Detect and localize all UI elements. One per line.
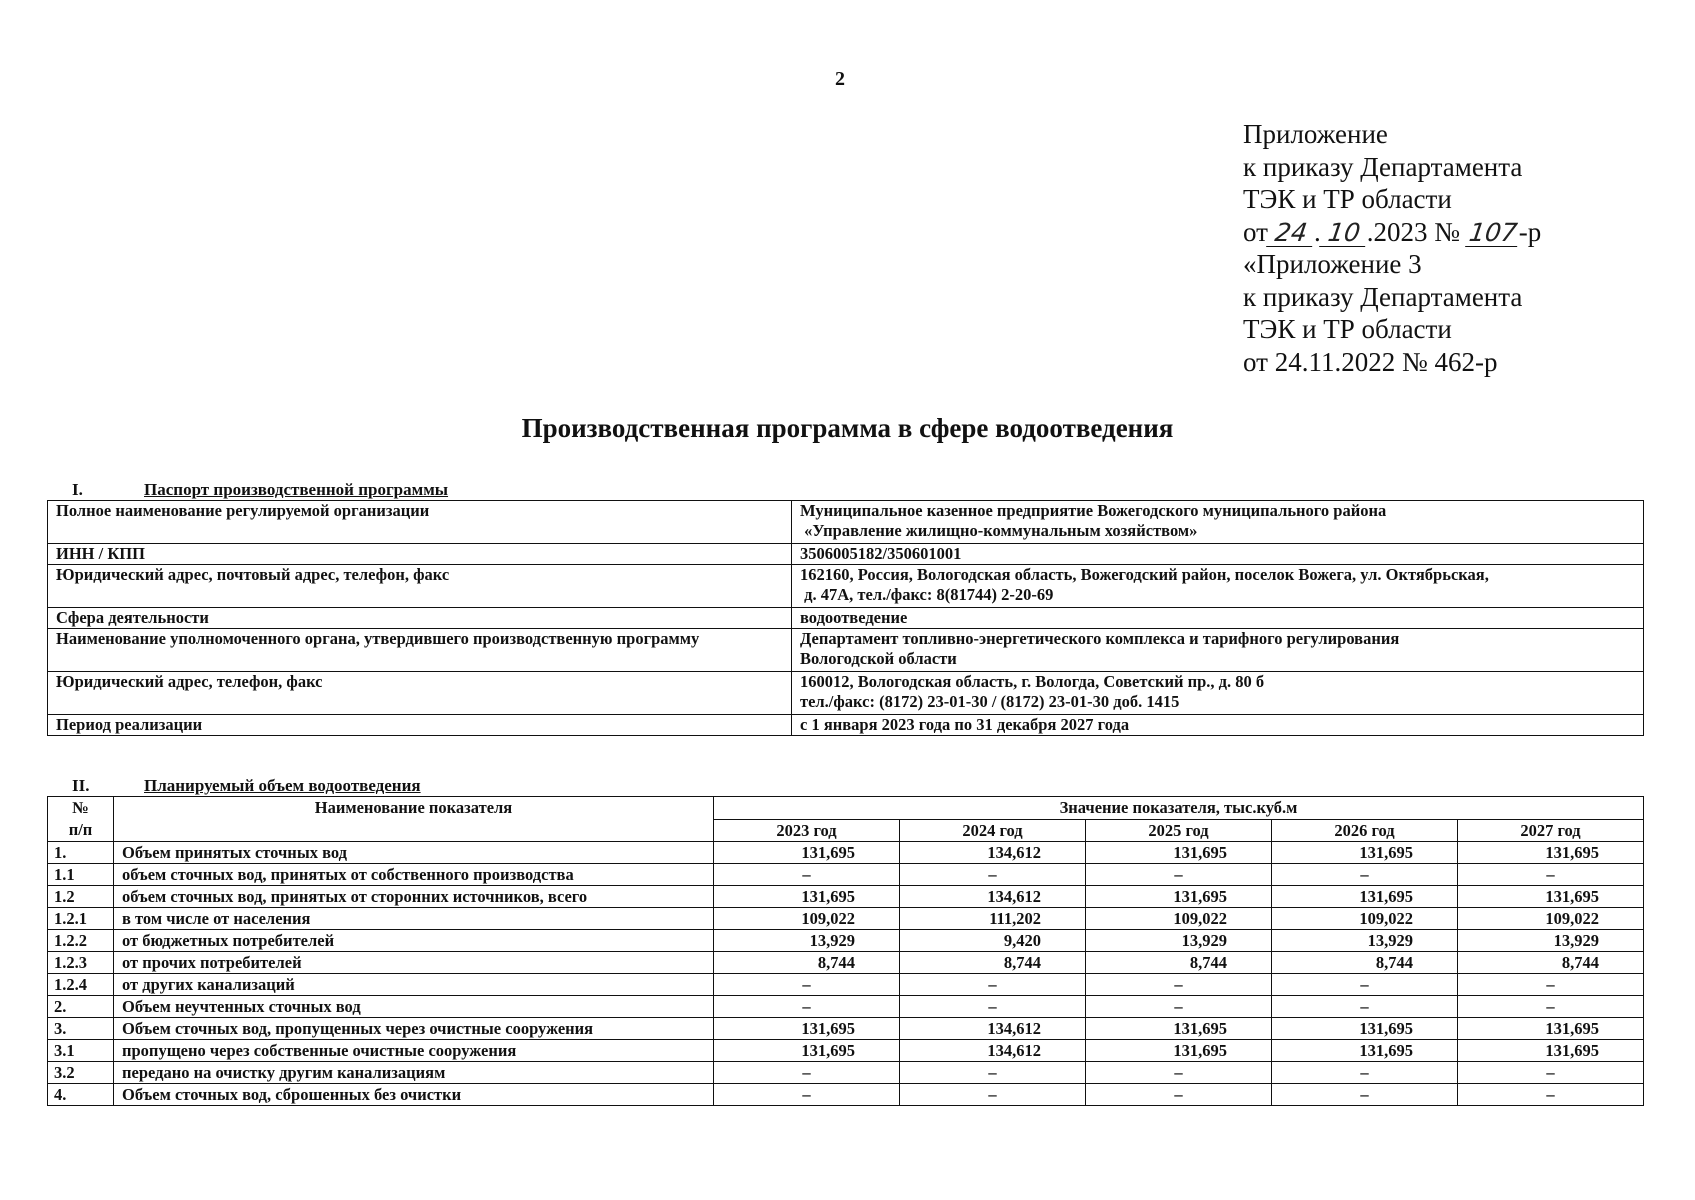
- passport-value: [792, 501, 1644, 544]
- row-value: 131,695: [1458, 1040, 1644, 1062]
- table-row: [48, 864, 1644, 886]
- passport-label: ИНН / КПП: [48, 544, 792, 565]
- row-name: Объем сточных вод, сброшенных без очистки: [114, 1084, 714, 1106]
- row-value: 13,929: [1458, 930, 1644, 952]
- row-value: 131,695: [1086, 842, 1272, 864]
- passport-label: Сфера деятельности: [48, 608, 792, 629]
- passport-row: [48, 608, 1644, 629]
- passport-value: [792, 608, 1644, 629]
- row-value: 8,744: [714, 952, 900, 974]
- passport-value-line: Департамент топливно-энергетического комплекса и тарифного регулирования: [800, 629, 1400, 648]
- col-name-header: Наименование показателя: [114, 797, 714, 842]
- passport-row: [48, 501, 1644, 544]
- row-value: –: [1086, 864, 1272, 886]
- passport-value-line: 3506005182/350601001: [800, 544, 962, 563]
- passport-label: Юридический адрес, почтовый адрес, телефон, факс: [48, 565, 792, 608]
- row-name: пропущено через собственные очистные сооружения: [114, 1040, 714, 1062]
- row-number: 3.1: [48, 1040, 114, 1062]
- row-value: 134,612: [900, 842, 1086, 864]
- passport-value: [792, 544, 1644, 565]
- passport-value-line: д. 47А, тел./факс: 8(81744) 2-20-69: [800, 585, 1054, 604]
- row-value: 9,420: [900, 930, 1086, 952]
- passport-label: Юридический адрес, телефон, факс: [48, 672, 792, 715]
- passport-value-line: с 1 января 2023 года по 31 декабря 2027 года: [800, 715, 1130, 734]
- row-value: 131,695: [1458, 886, 1644, 908]
- table-row: [48, 1062, 1644, 1084]
- row-number: 1.2: [48, 886, 114, 908]
- row-value: 109,022: [1086, 908, 1272, 930]
- row-number: 1.2.4: [48, 974, 114, 996]
- row-value: 8,744: [900, 952, 1086, 974]
- row-number: 3.: [48, 1018, 114, 1040]
- passport-value: [792, 715, 1644, 736]
- appendix-line: к приказу Департамента: [1243, 151, 1523, 182]
- table-row: [48, 952, 1644, 974]
- passport-row: [48, 715, 1644, 736]
- row-name: Объем принятых сточных вод: [114, 842, 714, 864]
- row-value: 131,695: [1272, 1018, 1458, 1040]
- table-row: [48, 842, 1644, 864]
- row-value: 134,612: [900, 886, 1086, 908]
- header-text: п/п: [68, 820, 93, 839]
- passport-value-line: 162160, Россия, Вологодская область, Вожегодский район, поселок Вожега, ул. Октябрьская,: [800, 565, 1489, 584]
- row-value: –: [1086, 996, 1272, 1018]
- passport-label: Полное наименование регулируемой организации: [48, 501, 792, 544]
- section-1-heading: [72, 481, 448, 499]
- page-number: 2: [835, 68, 845, 90]
- col-number-header: [48, 797, 114, 842]
- row-value: –: [1458, 974, 1644, 996]
- row-value: –: [900, 974, 1086, 996]
- row-number: 2.: [48, 996, 114, 1018]
- passport-table: [47, 500, 1644, 736]
- row-number: 3.2: [48, 1062, 114, 1084]
- row-value: –: [1086, 1084, 1272, 1106]
- row-value: –: [900, 1084, 1086, 1106]
- row-name: передано на очистку другим канализациям: [114, 1062, 714, 1084]
- table-row: [48, 996, 1644, 1018]
- row-value: –: [1086, 1062, 1272, 1084]
- handwritten-month: 10: [1319, 220, 1369, 247]
- row-value: 131,695: [714, 1018, 900, 1040]
- row-value: 131,695: [714, 1040, 900, 1062]
- appendix-line: ТЭК и ТР области: [1243, 314, 1452, 344]
- section-title: Планируемый объем водоотведения: [144, 776, 421, 795]
- year-header: 2025 год: [1086, 819, 1272, 842]
- row-value: –: [900, 1062, 1086, 1084]
- section-number: I.: [72, 480, 83, 499]
- row-value: 131,695: [714, 842, 900, 864]
- section-2-heading: [72, 777, 421, 795]
- row-value: –: [1458, 864, 1644, 886]
- table-row: [48, 1084, 1644, 1106]
- row-value: 134,612: [900, 1018, 1086, 1040]
- row-number: 1.2.3: [48, 952, 114, 974]
- row-value: 109,022: [1458, 908, 1644, 930]
- volume-table: [47, 796, 1644, 1106]
- row-number: 1.1: [48, 864, 114, 886]
- row-value: –: [1458, 996, 1644, 1018]
- table-row: [48, 1040, 1644, 1062]
- row-value: 131,695: [1458, 1018, 1644, 1040]
- row-value: –: [1458, 1084, 1644, 1106]
- passport-value: [792, 672, 1644, 715]
- handwritten-day: 24: [1266, 220, 1316, 247]
- passport-value-line: Вологодской области: [800, 649, 957, 668]
- handwritten-number: 107: [1465, 220, 1521, 247]
- row-value: –: [1272, 996, 1458, 1018]
- table-row: [48, 930, 1644, 952]
- passport-value-line: тел./факс: (8172) 23-01-30 / (8172) 23-01-30 доб. 1415: [800, 692, 1180, 711]
- section-title: Паспорт производственной программы: [144, 480, 449, 499]
- row-value: 111,202: [900, 908, 1086, 930]
- year-header: 2023 год: [714, 819, 900, 842]
- row-name: в том числе от населения: [114, 908, 714, 930]
- appendix-line: Приложение: [1243, 119, 1388, 149]
- row-value: –: [714, 1084, 900, 1106]
- row-value: 8,744: [1458, 952, 1644, 974]
- row-value: –: [1458, 1062, 1644, 1084]
- row-name: объем сточных вод, принятых от собственного производства: [114, 864, 714, 886]
- row-value: –: [1272, 864, 1458, 886]
- col-value-group-header: Значение показателя, тыс.куб.м: [714, 797, 1644, 820]
- passport-row: [48, 544, 1644, 565]
- row-value: 8,744: [1086, 952, 1272, 974]
- appendix-block: [1243, 118, 1541, 378]
- row-value: –: [714, 864, 900, 886]
- row-name: от других канализаций: [114, 974, 714, 996]
- passport-row: [48, 629, 1644, 672]
- row-name: объем сточных вод, принятых от сторонних источников, всего: [114, 886, 714, 908]
- appendix-date-line: [1243, 216, 1541, 249]
- row-value: 131,695: [1086, 886, 1272, 908]
- row-value: –: [1272, 1062, 1458, 1084]
- year-header: 2027 год: [1458, 819, 1644, 842]
- appendix-line: «Приложение 3: [1243, 249, 1422, 279]
- row-value: –: [1272, 974, 1458, 996]
- passport-label: Период реализации: [48, 715, 792, 736]
- passport-label: Наименование уполномоченного органа, утвердившего производственную программу: [48, 629, 792, 672]
- number-suffix: -р: [1518, 216, 1542, 247]
- row-value: 131,695: [1458, 842, 1644, 864]
- header-text: №: [72, 798, 89, 817]
- table-row: [48, 974, 1644, 996]
- row-number: 4.: [48, 1084, 114, 1106]
- table-row: [48, 886, 1644, 908]
- row-number: 1.2.1: [48, 908, 114, 930]
- row-value: –: [900, 996, 1086, 1018]
- row-value: –: [900, 864, 1086, 886]
- row-value: 13,929: [1272, 930, 1458, 952]
- row-number: 1.2.2: [48, 930, 114, 952]
- row-value: 13,929: [1086, 930, 1272, 952]
- row-value: 134,612: [900, 1040, 1086, 1062]
- date-year: .2023 №: [1366, 216, 1460, 247]
- row-name: Объем неучтенных сточных вод: [114, 996, 714, 1018]
- row-value: 131,695: [1272, 1040, 1458, 1062]
- row-value: 131,695: [1086, 1040, 1272, 1062]
- row-value: 131,695: [1272, 842, 1458, 864]
- row-value: 13,929: [714, 930, 900, 952]
- date-prefix: от: [1243, 216, 1268, 247]
- row-value: –: [714, 1062, 900, 1084]
- appendix-line: к приказу Департамента: [1243, 281, 1523, 312]
- date-dot: .: [1313, 216, 1321, 247]
- row-name: от прочих потребителей: [114, 952, 714, 974]
- passport-value-line: «Управление жилищно-коммунальным хозяйством»: [800, 521, 1198, 540]
- year-header: 2026 год: [1272, 819, 1458, 842]
- table-row: [48, 908, 1644, 930]
- section-number: II.: [72, 776, 90, 795]
- passport-value: [792, 629, 1644, 672]
- row-value: –: [714, 974, 900, 996]
- row-value: 8,744: [1272, 952, 1458, 974]
- passport-value-line: водоотведение: [800, 608, 908, 627]
- row-value: 131,695: [1086, 1018, 1272, 1040]
- row-name: Объем сточных вод, пропущенных через очистные сооружения: [114, 1018, 714, 1040]
- passport-value-line: Муниципальное казенное предприятие Вожегодского муниципального района: [800, 501, 1387, 520]
- document-title: Производственная программа в сфере водоотведения: [521, 413, 1174, 443]
- row-value: –: [714, 996, 900, 1018]
- row-value: –: [1086, 974, 1272, 996]
- row-value: 131,695: [1272, 886, 1458, 908]
- row-value: 109,022: [1272, 908, 1458, 930]
- row-number: 1.: [48, 842, 114, 864]
- row-name: от бюджетных потребителей: [114, 930, 714, 952]
- row-value: 109,022: [714, 908, 900, 930]
- passport-value: [792, 565, 1644, 608]
- passport-row: [48, 565, 1644, 608]
- row-value: –: [1272, 1084, 1458, 1106]
- table-row: [48, 1018, 1644, 1040]
- passport-value-line: 160012, Вологодская область, г. Вологда, Советский пр., д. 80 б: [800, 672, 1265, 691]
- appendix-line: от 24.11.2022 № 462-р: [1243, 346, 1498, 377]
- appendix-line: ТЭК и ТР области: [1243, 184, 1452, 214]
- passport-row: [48, 672, 1644, 715]
- row-value: 131,695: [714, 886, 900, 908]
- year-header: 2024 год: [900, 819, 1086, 842]
